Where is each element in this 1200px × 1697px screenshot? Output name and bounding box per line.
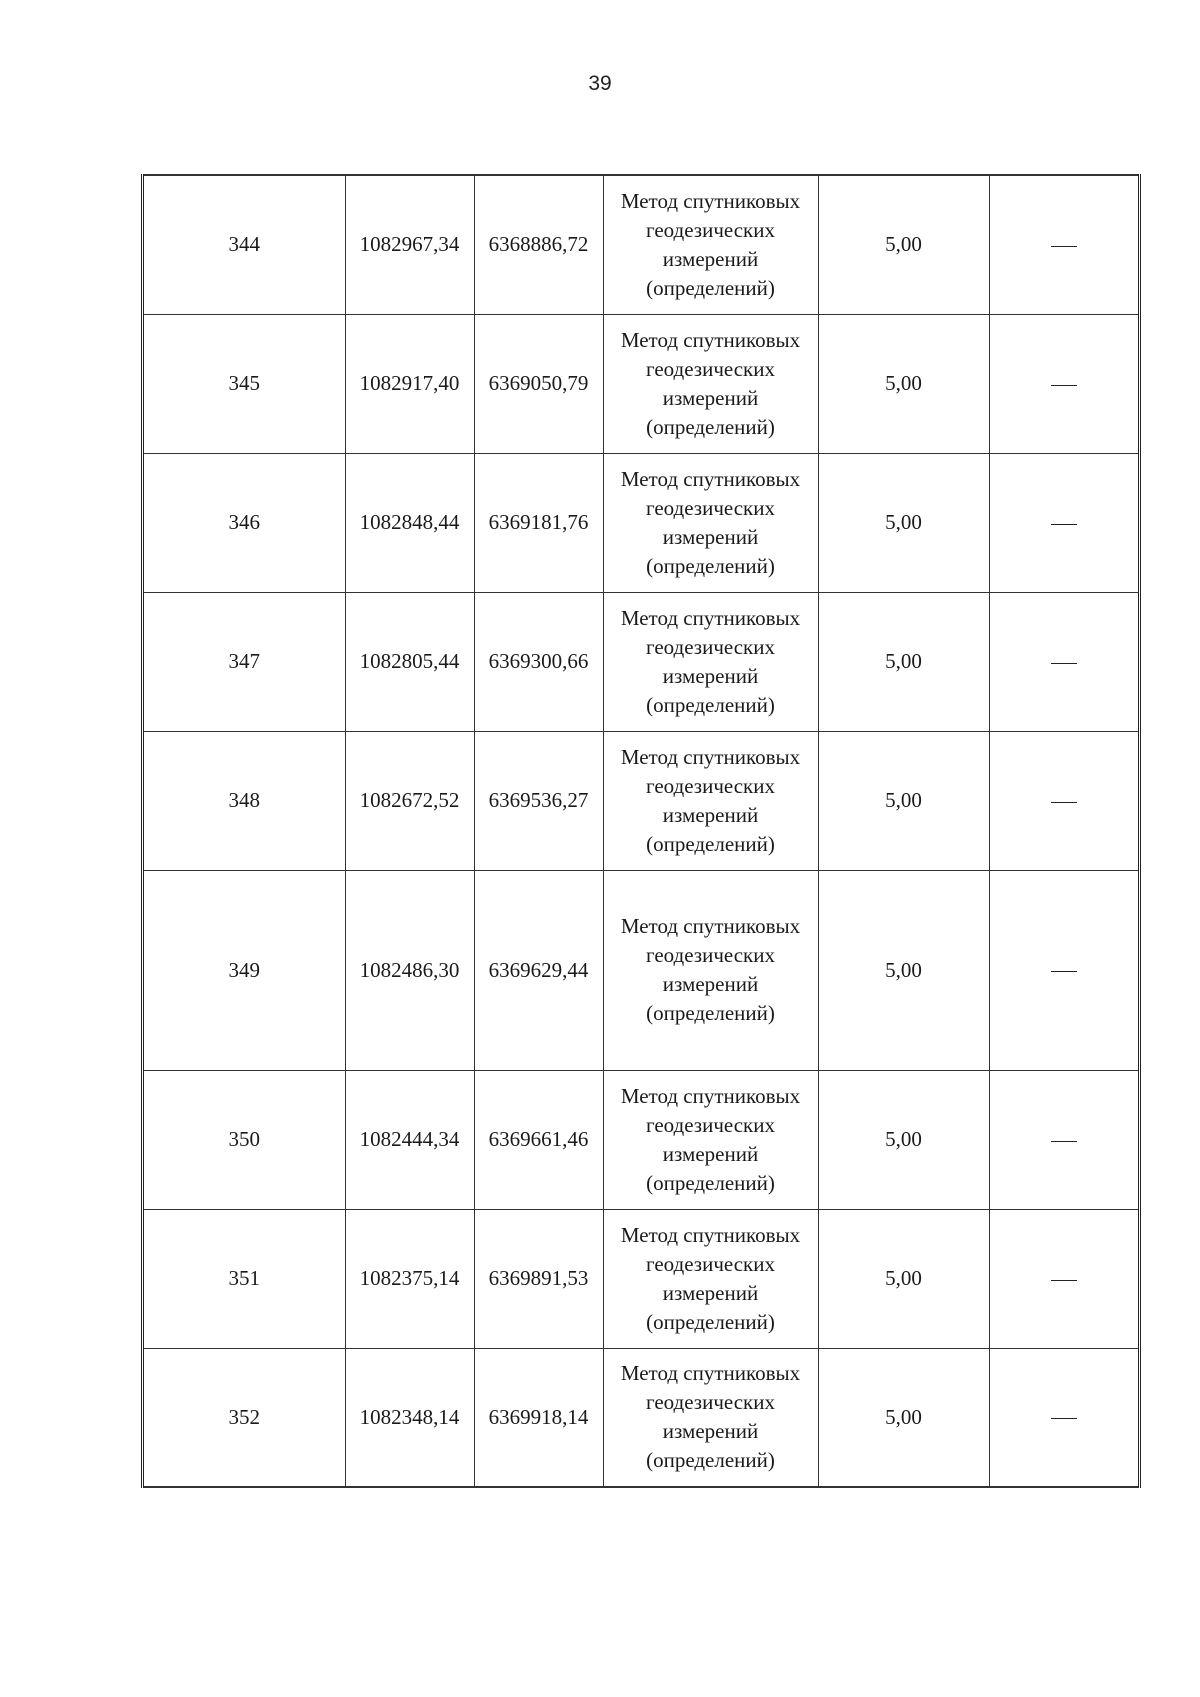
y-coordinate-cell: 6369918,14 (474, 1348, 603, 1487)
accuracy-cell: 5,00 (818, 731, 989, 870)
point-number-cell: 350 (144, 1070, 345, 1209)
y-coordinate-cell: 6369661,46 (474, 1070, 603, 1209)
accuracy-cell: 5,00 (818, 314, 989, 453)
table-row (144, 1348, 1138, 1487)
method-cell (603, 870, 818, 1070)
accuracy-cell: 5,00 (818, 870, 989, 1070)
method-text-line: Метод спутниковых (620, 1361, 801, 1386)
table-row (144, 1209, 1138, 1348)
point-number-cell: 352 (144, 1348, 345, 1487)
method-text-line: измерений (662, 972, 759, 996)
method-text-line: измерений (662, 1419, 759, 1444)
point-number-cell: 349 (144, 870, 345, 1070)
method-text-line: измерений (662, 1141, 759, 1166)
method-text-line: измерений (662, 1280, 759, 1305)
y-coordinate-cell: 6369050,79 (474, 314, 603, 453)
method-text-line: измерений (662, 524, 759, 549)
method-text-line: Метод спутниковых (620, 466, 801, 491)
y-coordinate-cell: 6369300,66 (474, 592, 603, 731)
coordinates-table (141, 174, 1141, 1488)
method-cell (603, 731, 818, 870)
method-text-line: Метод спутниковых (620, 605, 801, 630)
y-coordinate-cell: 6369536,27 (474, 731, 603, 870)
method-text-line: геодезических (645, 943, 775, 967)
method-cell (603, 592, 818, 731)
method-text-line: Метод спутниковых (620, 914, 801, 938)
point-number-cell: 347 (144, 592, 345, 731)
method-text-line: геодезических (645, 1251, 775, 1276)
y-coordinate-cell: 6368886,72 (474, 175, 603, 314)
table-row (144, 1070, 1138, 1209)
method-text-line: (определений) (646, 1448, 775, 1473)
dash-mark (1051, 1418, 1077, 1419)
method-text-line: геодезических (645, 1112, 775, 1137)
method-text-line: (определений) (646, 275, 775, 300)
method-cell (603, 1070, 818, 1209)
method-text-line: измерений (662, 246, 759, 271)
page-number: 39 (588, 72, 612, 95)
method-text-line: Метод спутниковых (620, 188, 801, 213)
method-text-line: (определений) (646, 1001, 775, 1025)
dash-mark (1051, 524, 1077, 525)
table-row (144, 314, 1138, 453)
method-cell (603, 314, 818, 453)
note-cell (989, 175, 1138, 314)
method-text-line: Метод спутниковых (620, 1083, 801, 1108)
accuracy-cell: 5,00 (818, 453, 989, 592)
table-row (144, 453, 1138, 592)
method-cell (603, 1209, 818, 1348)
note-cell (989, 870, 1138, 1070)
method-text-line: (определений) (646, 831, 775, 856)
method-text-line: (определений) (646, 1170, 775, 1195)
method-cell (603, 453, 818, 592)
note-cell (989, 1070, 1138, 1209)
note-cell (989, 453, 1138, 592)
method-text-line: (определений) (646, 1309, 775, 1334)
method-text-line: (определений) (646, 692, 775, 717)
table-row (144, 870, 1138, 1070)
accuracy-cell: 5,00 (818, 1070, 989, 1209)
method-text-line: измерений (662, 385, 759, 410)
y-coordinate-cell: 6369891,53 (474, 1209, 603, 1348)
method-text-line: Метод спутниковых (620, 1222, 801, 1247)
dash-mark (1051, 971, 1077, 972)
dash-mark (1051, 1141, 1077, 1142)
x-coordinate-cell: 1082848,44 (345, 453, 474, 592)
dash-mark (1051, 246, 1077, 247)
table-row (144, 731, 1138, 870)
dash-mark (1051, 385, 1077, 386)
method-text-line: измерений (662, 663, 759, 688)
accuracy-cell: 5,00 (818, 592, 989, 731)
method-text-line: геодезических (645, 356, 775, 381)
y-coordinate-cell: 6369181,76 (474, 453, 603, 592)
x-coordinate-cell: 1082805,44 (345, 592, 474, 731)
method-text-line: геодезических (645, 217, 775, 242)
note-cell (989, 731, 1138, 870)
x-coordinate-cell: 1082486,30 (345, 870, 474, 1070)
point-number-cell: 346 (144, 453, 345, 592)
point-number-cell: 344 (144, 175, 345, 314)
x-coordinate-cell: 1082917,40 (345, 314, 474, 453)
method-text-line: (определений) (646, 553, 775, 578)
point-number-cell: 351 (144, 1209, 345, 1348)
method-text-line: геодезических (645, 495, 775, 520)
x-coordinate-cell: 1082375,14 (345, 1209, 474, 1348)
dash-mark (1051, 1280, 1077, 1281)
method-text-line: геодезических (645, 773, 775, 798)
note-cell (989, 1209, 1138, 1348)
y-coordinate-cell: 6369629,44 (474, 870, 603, 1070)
method-text-line: геодезических (645, 634, 775, 659)
x-coordinate-cell: 1082967,34 (345, 175, 474, 314)
x-coordinate-cell: 1082444,34 (345, 1070, 474, 1209)
method-text-line: геодезических (645, 1390, 775, 1415)
table-row (144, 175, 1138, 314)
accuracy-cell: 5,00 (818, 1348, 989, 1487)
dash-mark (1051, 802, 1077, 803)
point-number-cell: 348 (144, 731, 345, 870)
method-cell (603, 175, 818, 314)
x-coordinate-cell: 1082348,14 (345, 1348, 474, 1487)
method-text-line: Метод спутниковых (620, 744, 801, 769)
accuracy-cell: 5,00 (818, 175, 989, 314)
method-text-line: (определений) (646, 414, 775, 439)
point-number-cell: 345 (144, 314, 345, 453)
method-text-line: Метод спутниковых (620, 327, 801, 352)
method-cell (603, 1348, 818, 1487)
x-coordinate-cell: 1082672,52 (345, 731, 474, 870)
method-text-line: измерений (662, 802, 759, 827)
note-cell (989, 592, 1138, 731)
note-cell (989, 1348, 1138, 1487)
table-row (144, 592, 1138, 731)
dash-mark (1051, 663, 1077, 664)
table-body (144, 175, 1138, 1487)
note-cell (989, 314, 1138, 453)
accuracy-cell: 5,00 (818, 1209, 989, 1348)
